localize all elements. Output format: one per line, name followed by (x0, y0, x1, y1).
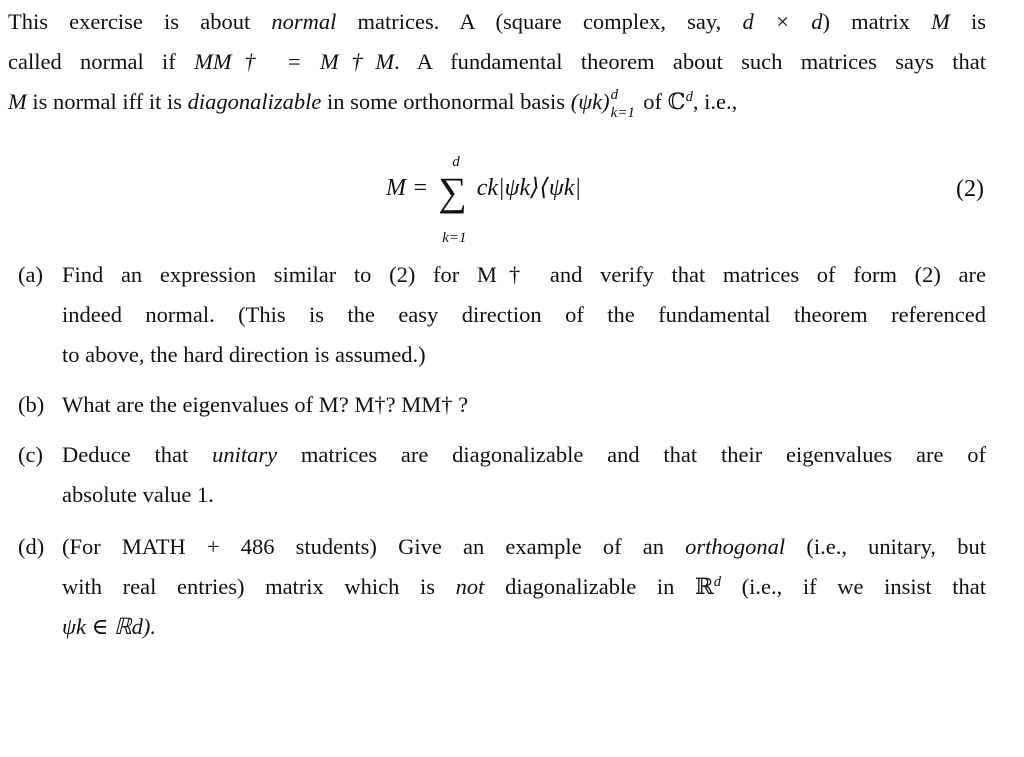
sigma-glyph: ∑ (438, 169, 467, 214)
item-a (18, 255, 986, 375)
item-b-line-1: What are the eigenvalues of M? M†? MM† ? (62, 392, 469, 417)
item-text: diagonalizable in ℝ (484, 574, 714, 599)
emphasis-normal: normal (271, 9, 337, 34)
intro-text: matrices. A (square complex, say, (336, 9, 743, 34)
item-d (18, 527, 986, 647)
item-d-line-2 (62, 567, 986, 607)
item-text: (For MATH + 486 students) Give an example of an (62, 534, 686, 559)
intro-text: . A fundamental theorem about such matrices says that (394, 49, 986, 74)
intro-text: called normal if (8, 49, 195, 74)
item-label: (a) (18, 262, 43, 287)
equation-body (386, 154, 582, 246)
item-label: (c) (18, 442, 43, 467)
item-c-line-1 (62, 435, 986, 475)
emphasis-orthogonal: orthogonal (685, 534, 786, 559)
item-a-line-3: to above, the hard direction is assumed.) (62, 342, 426, 367)
intro-line-1 (8, 2, 986, 42)
intro-text: in some orthonormal basis (321, 89, 571, 114)
item-label: (b) (18, 392, 45, 417)
math-M: M (8, 89, 27, 114)
math-real-dim: d (713, 573, 722, 590)
emphasis-unitary: unitary (212, 442, 278, 467)
intro-line-2 (8, 42, 986, 82)
math-complex-dim: d (685, 88, 693, 105)
summation-symbol (438, 154, 467, 246)
equation-2 (0, 150, 1024, 250)
item-d-line-3: ψk ∈ ℝd). (62, 614, 157, 639)
intro-text: , i.e., (692, 89, 738, 114)
item-a-line-2: indeed normal. (This is the easy direction of the fundamental theorem referenced (62, 302, 986, 327)
intro-line-3 (8, 82, 986, 122)
math-basis-lower: k=1 (610, 105, 635, 121)
math-basis-upper: d (610, 87, 619, 103)
emphasis-not: not (455, 574, 485, 599)
equation-rhs: ck|ψk⟩⟨ψk| (476, 175, 582, 201)
math-M: M (931, 9, 950, 34)
intro-text: ) matrix (822, 9, 932, 34)
sum-upper-limit: d (452, 154, 460, 170)
item-label: (d) (18, 534, 45, 559)
sum-lower-limit: k=1 (442, 230, 467, 246)
item-c (18, 435, 986, 515)
equation-number: (2) (956, 176, 984, 202)
math-basis-limits (610, 87, 638, 121)
intro-text: of ℂ (637, 89, 686, 114)
math-d-times-d: d × d (742, 9, 823, 34)
item-text: with real entries) matrix which is (62, 574, 456, 599)
math-normal-condition: MM† = M†M (194, 49, 395, 74)
emphasis-diagonalizable: diagonalizable (187, 89, 322, 114)
math-basis: (ψk) (570, 89, 610, 114)
intro-text: This exercise is about (8, 9, 272, 34)
item-text: (i.e., if we insist that (721, 574, 986, 599)
intro-text: is (949, 9, 987, 34)
intro-text: is normal iff it is (26, 89, 188, 114)
item-b (18, 385, 986, 425)
item-text: (i.e., unitary, but (785, 534, 986, 559)
item-c-line-2: absolute value 1. (62, 482, 214, 507)
item-a-line-1: Find an expression similar to (2) for M† and verify that matrices of form (2) are (62, 262, 986, 287)
item-d-line-1 (62, 527, 986, 567)
item-text: Deduce that (62, 442, 213, 467)
item-text: matrices are diagonalizable and that their eigenvalues are of (277, 442, 986, 467)
equation-lhs: M = (386, 175, 429, 201)
